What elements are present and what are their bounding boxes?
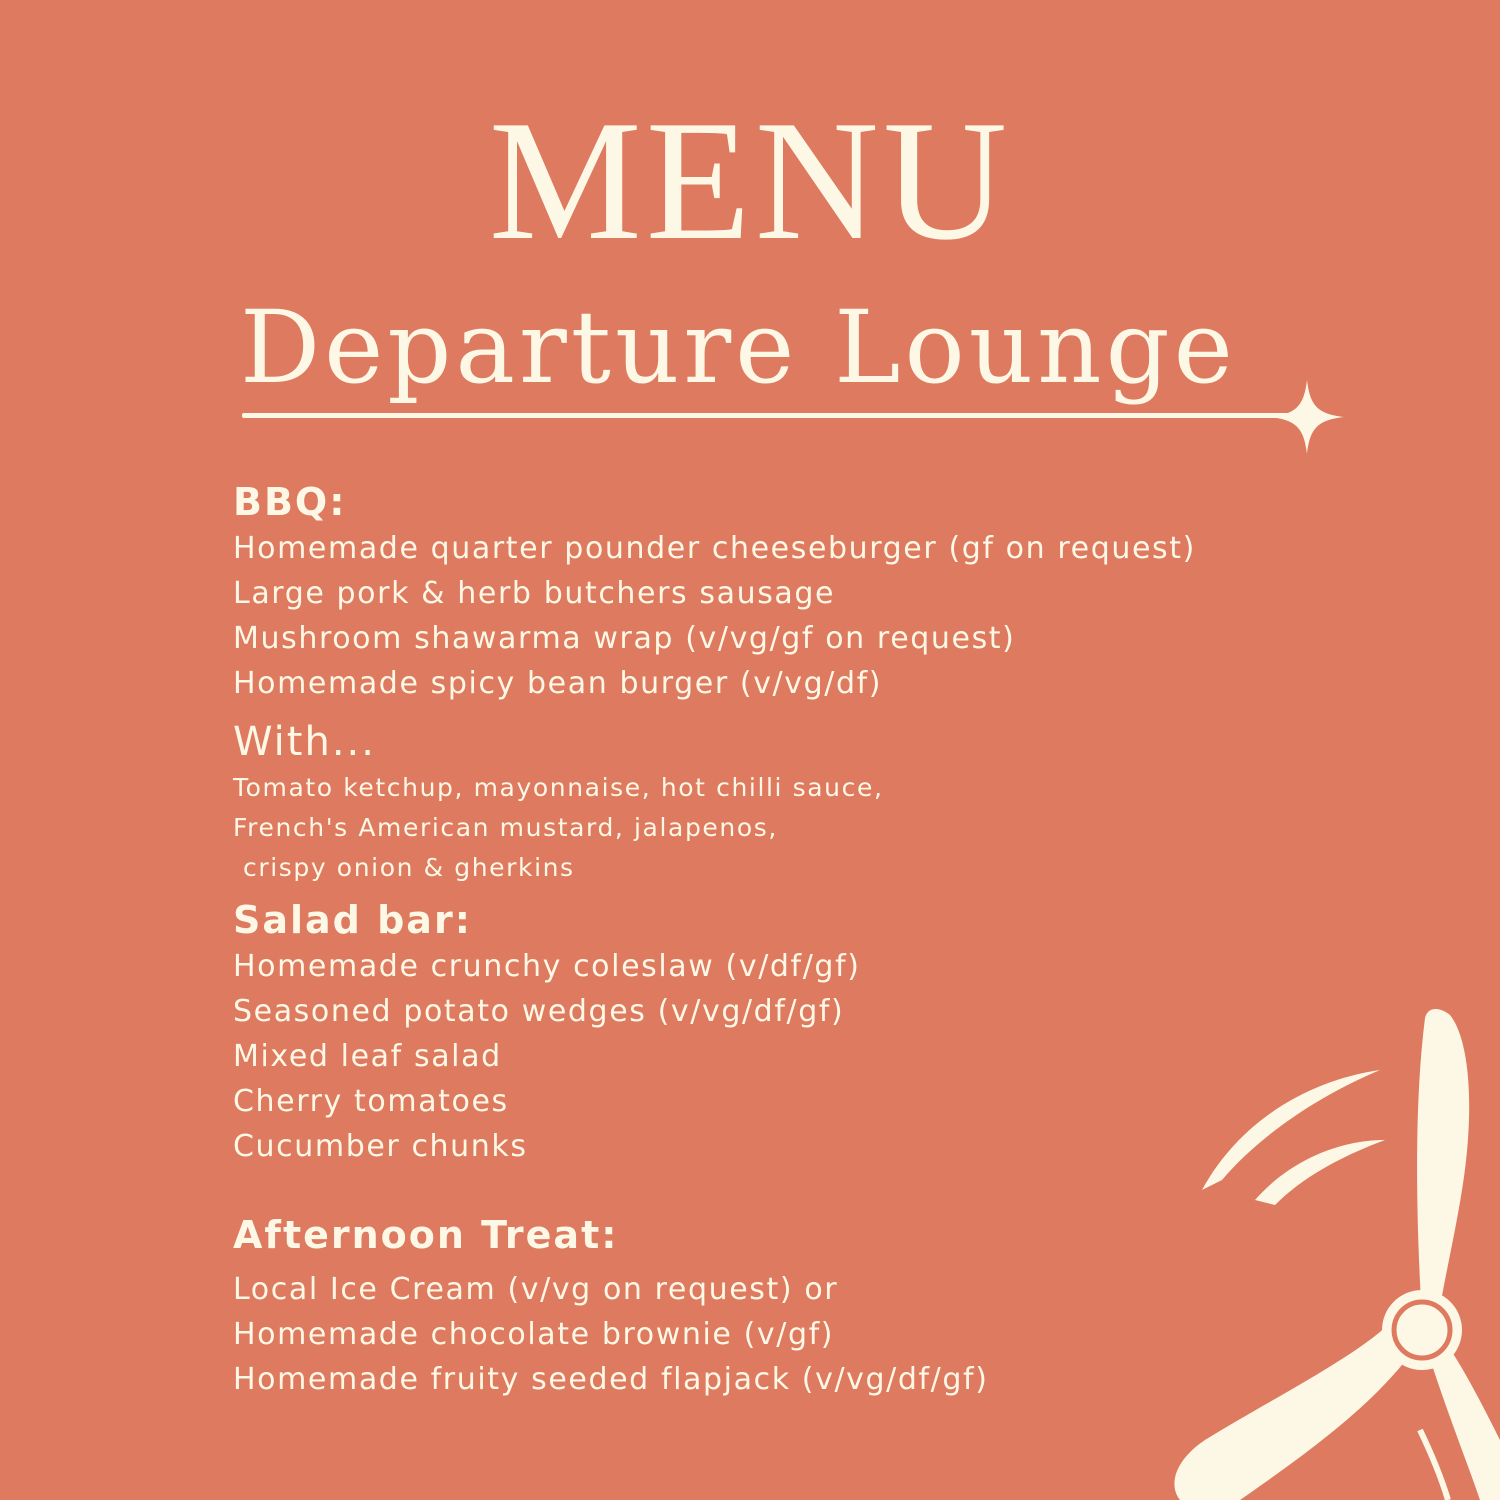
list-item: Homemade spicy bean burger (v/vg/df) [233,666,883,701]
title-underline [242,413,1302,418]
salad-heading: Salad bar: [233,898,472,942]
treat-heading: Afternoon Treat: [233,1213,619,1257]
list-item: Cucumber chunks [233,1129,528,1164]
list-item: Homemade quarter pounder cheeseburger (gf on request) [233,531,1196,566]
bbq-heading: BBQ: [233,480,347,524]
list-item: French's American mustard, jalapenos, [233,813,778,842]
condiments-list [233,768,1313,888]
with-heading: With... [233,719,376,765]
list-item: Tomato ketchup, mayonnaise, hot chilli sauce, [233,773,884,802]
list-item: Homemade crunchy coleslaw (v/df/gf) [233,949,861,984]
page-title: MENU [488,86,1012,276]
list-item: Homemade fruity seeded flapjack (v/vg/df/gf) [233,1362,989,1397]
list-item: Local Ice Cream (v/vg on request) or [233,1272,839,1307]
page-subtitle: Departure Lounge [240,289,1237,406]
list-item: Mixed leaf salad [233,1039,502,1074]
list-item: Cherry tomatoes [233,1084,509,1119]
list-item: Homemade chocolate brownie (v/gf) [233,1317,835,1352]
propeller-icon [1150,1000,1500,1500]
list-item: Large pork & herb butchers sausage [233,576,836,611]
list-item: crispy onion & gherkins [243,853,575,882]
bbq-list [233,526,1313,706]
list-item: Seasoned potato wedges (v/vg/df/gf) [233,994,845,1029]
list-item: Mushroom shawarma wrap (v/vg/gf on request) [233,621,1016,656]
sparkle-icon [1270,380,1344,454]
